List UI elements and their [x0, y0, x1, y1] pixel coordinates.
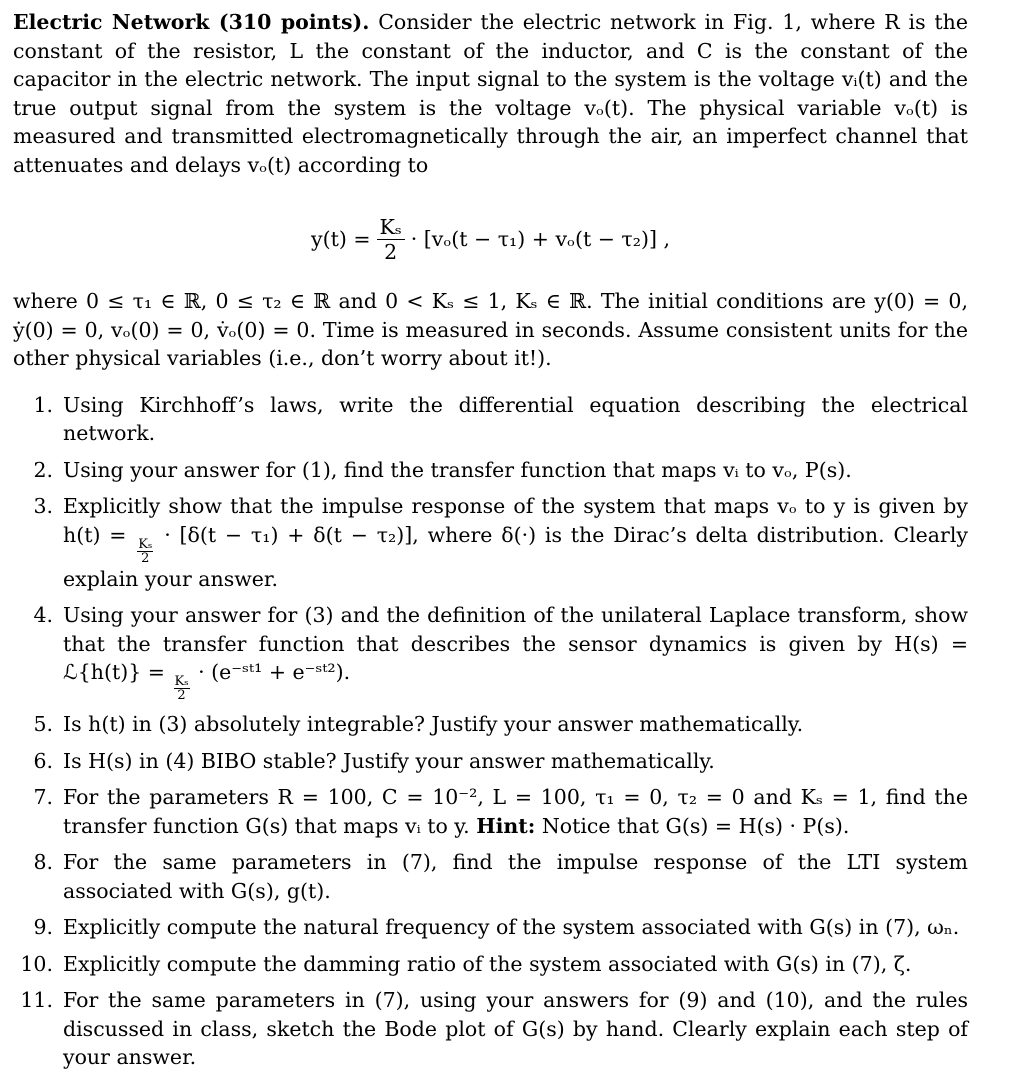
question-number: 4.	[33, 603, 53, 627]
inline-fraction-denominator: 2	[177, 688, 186, 703]
inline-fraction-numerator: Kₛ	[174, 674, 189, 689]
question-text: Is H(s) in (4) BIBO stable? Justify your answer mathematically.	[63, 748, 715, 773]
question-text: Explicitly compute the damming ratio of the system associated with G(s) in (7), ζ.	[63, 951, 912, 976]
question-text	[63, 601, 968, 702]
question-item	[13, 783, 968, 840]
inline-fraction-numerator: Kₛ	[138, 536, 153, 552]
question-text: Is h(t) in (3) absolutely integrable? Justify your answer mathematically.	[63, 712, 804, 736]
problem-title: Electric Network (310 points).	[13, 10, 370, 34]
question-text: Explicitly compute the natural frequency of the system associated with G(s) in (7), ωₙ.	[63, 915, 960, 939]
question-number: 3.	[33, 494, 53, 518]
question-number: 2.	[33, 457, 53, 482]
hint-label: Hint:	[476, 813, 536, 838]
question-text-pre: Explicitly show that the impulse response of the system that maps vₒ to y is given by h(t) =	[63, 494, 968, 547]
sensor-equation	[13, 201, 968, 277]
question-text-post: · [δ(t − τ₁) + δ(t − τ₂)], where δ(·) is the Dirac’s delta distribution. Clearly explain your answer.	[63, 522, 968, 591]
question-text	[63, 492, 968, 593]
conditions-paragraph: where 0 ≤ τ₁ ∈ ℝ, 0 ≤ τ₂ ∈ ℝ and 0 < Kₛ ≤ 1, Kₛ ∈ ℝ. The initial conditions are y(0) = 0, ẏ(0) = 0, vₒ(0) = 0, v̇ₒ(0) = 0. Time is measured in seconds. Assume consistent units for the other physical variables (i.e., don’t worry about it!).	[13, 289, 968, 370]
inline-fraction	[137, 538, 153, 565]
question-number: 8.	[33, 850, 53, 874]
question-number: 5.	[33, 712, 53, 736]
question-item	[13, 913, 968, 942]
question-number: 1.	[33, 392, 53, 417]
question-text: For the same parameters in (7), using your answers for (9) and (10), and the rules discussed in class, sketch the Bode plot of G(s) by hand. Clearly explain each step of your answer.	[63, 988, 968, 1069]
equation-lhs: y(t) =	[311, 226, 371, 251]
question-text-post: · (e⁻ˢᵗ¹ + e⁻ˢᵗ²).	[198, 660, 351, 684]
question-text: Using your answer for (1), find the transfer function that maps vᵢ to vₒ, P(s).	[63, 457, 852, 482]
question-number: 11.	[20, 988, 53, 1012]
question-item	[13, 950, 968, 979]
question-number: 9.	[33, 915, 53, 939]
question-item	[13, 456, 968, 485]
intro-paragraph	[13, 8, 968, 179]
question-text	[63, 783, 968, 840]
question-list	[13, 391, 968, 1072]
question-number: 7.	[33, 785, 53, 809]
intro-text: Consider the electric network in Fig. 1, where R is the constant of the resistor, L the constant of the inductor, and C is the constant of the capacitor in the electric network. The input signal to the system is the voltage vᵢ(t) and the true output signal from the system is the voltage vₒ(t). The physical variable vₒ(t) is measured and transmitted electromagnetically through the air, an imperfect channel that attenuates and delays vₒ(t) according to	[13, 10, 968, 177]
question-number: 6.	[33, 748, 53, 773]
inline-fraction-denominator: 2	[141, 550, 150, 566]
question-item	[13, 601, 968, 702]
equation-fraction-denominator: 2	[384, 239, 398, 264]
question-item	[13, 492, 968, 593]
question-item	[13, 710, 968, 739]
question-item	[13, 986, 968, 1072]
question-item	[13, 391, 968, 448]
question-text: For the same parameters in (7), find the impulse response of the LTI system associated with G(s), g(t).	[63, 850, 968, 903]
inline-fraction	[174, 675, 190, 702]
question-text-pre: Using your answer for (3) and the definition of the unilateral Laplace transform, show that the transfer function that describes the sensor dynamics is given by H(s) = ℒ{h(t)} =	[63, 603, 968, 684]
question-item	[13, 848, 968, 905]
equation-fraction-numerator: Kₛ	[377, 215, 405, 240]
question-number: 10.	[20, 951, 53, 976]
question-text-post: Notice that G(s) = H(s) · P(s).	[541, 813, 850, 838]
question-text: Using Kirchhoff’s laws, write the differential equation describing the electrical network.	[63, 392, 968, 445]
question-item	[13, 747, 968, 776]
question-text-pre: For the parameters R = 100, C = 10⁻², L = 100, τ₁ = 0, τ₂ = 0 and Kₛ = 1, find the transfer function G(s) that maps vᵢ to y.	[63, 785, 968, 838]
equation-rhs: · [vₒ(t − τ₁) + vₒ(t − τ₂)] ,	[410, 226, 670, 251]
equation-fraction	[377, 215, 405, 264]
